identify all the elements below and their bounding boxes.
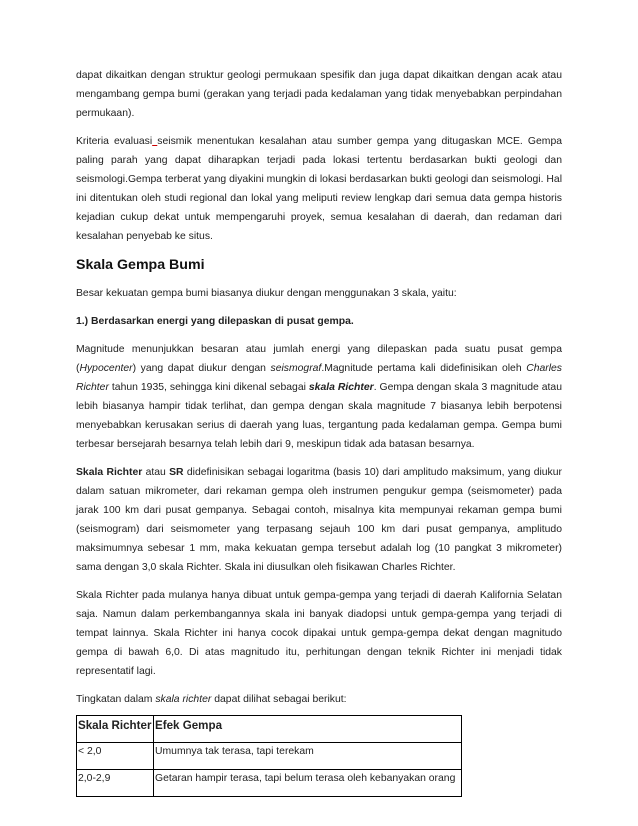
kriteria-text-c: seismik menentukan kesalahan atau sumber gempa yang ditugaskan MCE. Gempa paling parah yang dapat diharapkan terjadi pada lokasi tertentu berdasarkan bukti geologi dan seismologi.Gempa terberat yang diyakini mungkin di lokasi berdasarkan bukti geologi dan seismologi. Hal ini ditentukan oleh studi regional dan lokal yang meliputi review lengkap dari semua data gempa historis kejadian cukup dekat untuk mempengaruhi proyek, semua kesalahan di daerah, dan redaman dari kesalahan penyebab ke situs. xyxy=(76,136,563,242)
paragraph-magnitude xyxy=(76,340,562,454)
magnitude-hypocenter: Hypocenter xyxy=(79,363,133,374)
paragraph-skala xyxy=(76,463,562,577)
table-cell: < 2,0 xyxy=(77,743,154,770)
kriteria-text-a: Kriteria evaluasi xyxy=(76,136,153,147)
table-header-skala: Skala Richter xyxy=(77,716,154,743)
table-header-row xyxy=(77,716,462,743)
magnitude-skala-richter: skala Richter xyxy=(308,382,374,393)
skala-text-d: didefinisikan sebagai logaritma (basis 10) dari amplitudo maksimum, yang diukur dalam satuan mikrometer, dari rekaman gempa oleh instrumen pengukur gempa (seismometer) pada jarak 100 km dari pusat gempanya. Sebagai contoh, misalnya kita mempunyai rekaman gempa bumi (seismogram) dari seismometer yang terpasang sejauh 100 km dari pusat gempanya, amplitudo maksimumnya sebesar 1 mm, maka kekuatan gempa tersebut adalah log (10 pangkat 3 mikrometer) sama dengan 3,0 skala Richter. Skala ini diusulkan oleh fisikawan Charles Richter. xyxy=(76,467,562,573)
subheading-text: 1.) Berdasarkan energi yang dilepaskan di pusat gempa. xyxy=(76,316,354,327)
tingkatan-text-a: Tingkatan dalam xyxy=(76,694,156,705)
subheading xyxy=(76,312,562,331)
table-header-efek: Efek Gempa xyxy=(154,716,462,743)
magnitude-charles-richter: Charles Richter xyxy=(76,363,562,393)
table-row xyxy=(77,743,462,770)
table-row xyxy=(77,770,462,797)
skala-bold-sr: SR xyxy=(169,467,184,478)
magnitude-text-g: tahun 1935, sehingga kini dikenal sebagai xyxy=(108,382,309,393)
magnitude-seismograf: seismograf xyxy=(270,363,322,374)
paragraph-kriteria xyxy=(76,132,562,246)
section-heading: Skala Gempa Bumi xyxy=(76,257,205,273)
table-cell: 2,0-2,9 xyxy=(77,770,154,797)
skala-bold-richter: Skala Richter xyxy=(76,467,143,478)
paragraph-besar: Besar kekuatan gempa bumi biasanya diukur dengan menggunakan 3 skala, yaitu: xyxy=(76,288,457,299)
magnitude-text-c: ) yang dapat diukur dengan xyxy=(132,363,271,374)
magnitude-text-e: .Magnitude pertama kali didefinisikan oleh xyxy=(321,363,527,374)
magnitude-text-a: Magnitude menunjukkan besaran atau jumlah energi yang dilepaskan pada suatu pusat gempa ( xyxy=(76,344,562,374)
magnitude-text-i: . Gempa dengan skala 3 magnitude atau lebih biasanya hampir tidak terlihat, dan gempa dengan skala magnitude 7 biasanya lebih berpotensi menyebabkan kerusakan serius di daerah yang luas, tergantung pada kedalaman gempa. Gempa bumi terbesar bersejarah besarnya telah lebih dari 9, meskipun tidak ada batasan besarnya. xyxy=(76,382,562,450)
table-cell: Getaran hampir terasa, tapi belum terasa oleh kebanyakan orang xyxy=(154,770,462,797)
tingkatan-skala-richter: skala richter xyxy=(155,694,212,705)
richter-table xyxy=(76,715,462,797)
paragraph-tingkatan xyxy=(76,690,562,709)
document-page xyxy=(76,66,562,797)
paragraph-intro: dapat dikaitkan dengan struktur geologi permukaan spesifik dan juga dapat dikaitkan dengan acak atau mengambang gempa bumi (gerakan yang terjadi pada kedalaman yang tidak menyebabkan perpindahan permukaan). xyxy=(76,70,562,119)
paragraph-awal: Skala Richter pada mulanya hanya dibuat untuk gempa-gempa yang terjadi di daerah Kalifornia Selatan saja. Namun dalam perkembangannya skala ini banyak diadopsi untuk gempa-gempa yang terjadi di tempat lainnya. Skala Richter ini hanya cocok dipakai untuk gempa-gempa dekat dengan magnitudo gempa di bawah 6,0. Di atas magnitudo itu, perhitungan dengan teknik Richter ini menjadi tidak representatif lagi. xyxy=(76,590,562,677)
skala-text-b: atau xyxy=(142,467,170,478)
tingkatan-text-c: dapat dilihat sebagai berikut: xyxy=(211,694,347,705)
table-cell: Umumnya tak terasa, tapi terekam xyxy=(154,743,462,770)
